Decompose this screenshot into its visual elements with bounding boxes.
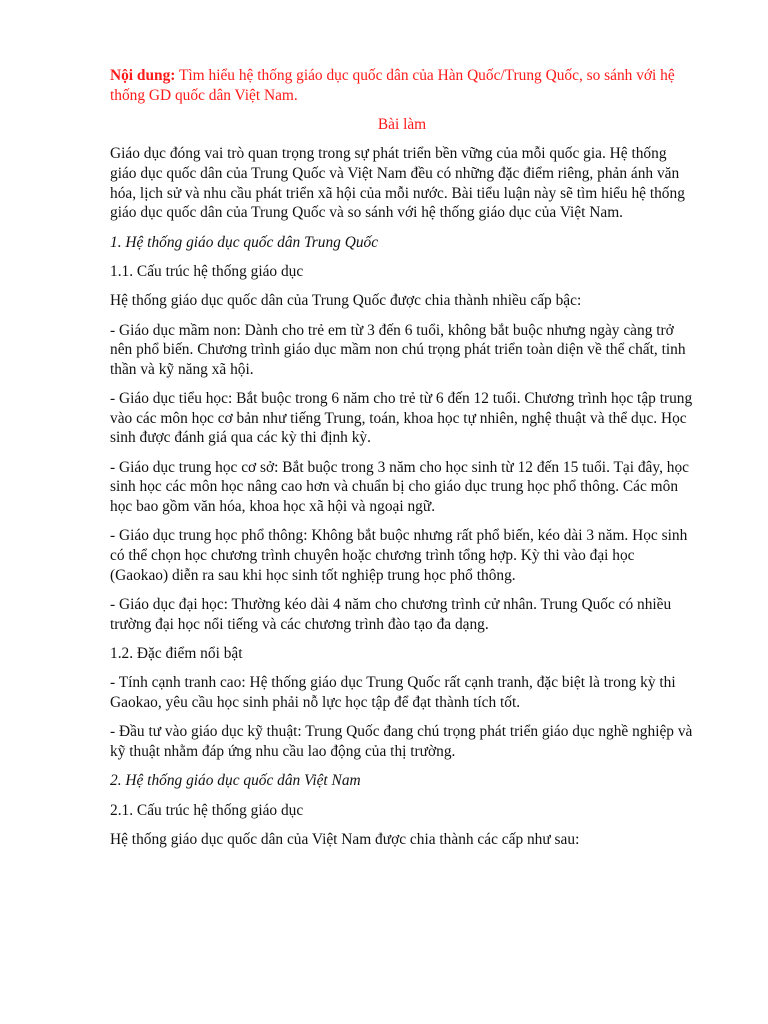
content-label: Nội dung: xyxy=(110,67,176,84)
subsection-2-1-heading: 2.1. Cấu trúc hệ thống giáo dục xyxy=(110,801,304,819)
level-upper-secondary: - Giáo dục trung học phổ thông: Không bắt buộc nhưng rất phổ biến, kéo dài 3 năm. Học sinh có thể chọn học chương trình chuyên hoặc chương trình tổng hợp. Kỳ thi vào đại học (Gaokao) diễn ra sau khi học sinh tốt nghiệp trung học phổ thông. xyxy=(110,527,688,584)
level-lower-secondary: - Giáo dục trung học cơ sở: Bắt buộc trong 3 năm cho học sinh từ 12 đến 15 tuổi. Tại đây, học sinh học các môn học nâng cao hơn và chuẩn bị cho giáo dục trung học phổ thông. Các môn học bao gồm văn hóa, khoa học xã hội và ngoại ngữ. xyxy=(110,458,689,516)
subsection-2-1-intro: Hệ thống giáo dục quốc dân của Việt Nam được chia thành các cấp như sau: xyxy=(110,831,580,849)
document-page xyxy=(110,66,694,860)
section-2-heading: 2. Hệ thống giáo dục quốc dân Việt Nam xyxy=(110,772,361,790)
intro-paragraph: Giáo dục đóng vai trò quan trọng trong sự phát triển bền vững của mỗi quốc gia. Hệ thống giáo dục quốc dân của Trung Quốc và Việt Nam đều có những đặc điểm riêng, phản ánh văn hóa, lịch sử và nhu cầu phát triển xã hội của mỗi nước. Bài tiểu luận này sẽ tìm hiểu hệ thống giáo dục quốc dân của Trung Quốc và so sánh với hệ thống giáo dục của Việt Nam. xyxy=(110,145,685,222)
content-text: Tìm hiểu hệ thống giáo dục quốc dân của Hàn Quốc/Trung Quốc, so sánh với hệ thống GD quốc dân Việt Nam. xyxy=(110,67,675,104)
level-university: - Giáo dục đại học: Thường kéo dài 4 năm cho chương trình cử nhân. Trung Quốc có nhiều trường đại học nổi tiếng và các chương trình đào tạo đa dạng. xyxy=(110,596,672,633)
subsection-1-2-heading: 1.2. Đặc điểm nổi bật xyxy=(110,645,243,663)
feature-technical-education: - Đầu tư vào giáo dục kỹ thuật: Trung Quốc đang chú trọng phát triển giáo dục nghề nghiệp và kỹ thuật nhằm đáp ứng nhu cầu lao động của thị trường. xyxy=(110,723,693,760)
page-title: Bài làm xyxy=(377,115,427,133)
subsection-1-1-intro: Hệ thống giáo dục quốc dân của Trung Quốc được chia thành nhiều cấp bậc: xyxy=(110,292,582,310)
level-primary: - Giáo dục tiểu học: Bắt buộc trong 6 năm cho trẻ từ 6 đến 12 tuổi. Chương trình học tập trung vào các môn học cơ bản như tiếng Trung, toán, khoa học tự nhiên, nghệ thuật và thể dục. Học sinh được đánh giá qua các kỳ thi định kỳ. xyxy=(110,390,693,447)
feature-competition: - Tính cạnh tranh cao: Hệ thống giáo dục Trung Quốc rất cạnh tranh, đặc biệt là trong kỳ thi Gaokao, yêu cầu học sinh phải nỗ lực học tập để đạt thành tích tốt. xyxy=(110,674,676,711)
level-preschool: - Giáo dục mầm non: Dành cho trẻ em từ 3 đến 6 tuổi, không bắt buộc nhưng ngày càng trở nên phổ biến. Chương trình giáo dục mầm non chú trọng phát triển toàn diện về thể chất, tinh thần và kỹ năng xã hội. xyxy=(110,321,686,378)
section-1-heading: 1. Hệ thống giáo dục quốc dân Trung Quốc xyxy=(110,233,379,251)
content-header xyxy=(110,66,694,105)
subsection-1-1-heading: 1.1. Cấu trúc hệ thống giáo dục xyxy=(110,262,304,280)
